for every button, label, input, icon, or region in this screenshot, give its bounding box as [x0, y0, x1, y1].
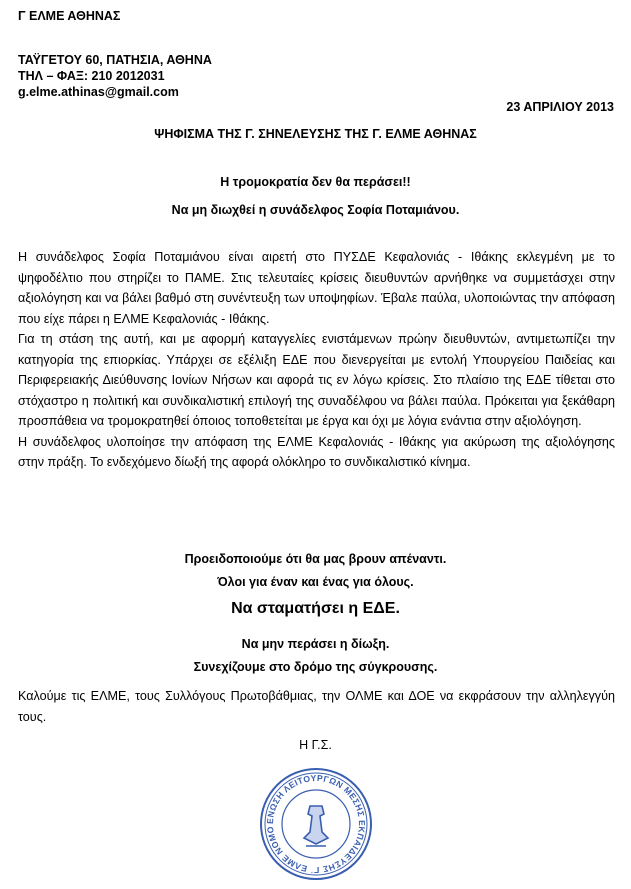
org-name: Γ ΕΛΜΕ ΑΘΗΝΑΣ [18, 9, 121, 23]
center-statements [0, 548, 631, 594]
seal-icon [258, 766, 374, 882]
signature: Η Γ.Σ. [299, 738, 332, 752]
phone-fax: ΤΗΛ – ΦΑΞ: 210 2012031 [18, 69, 165, 83]
slogan-line-1: Η τρομοκρατία δεν θα περάσει!! [220, 175, 411, 189]
slogan-line-2: Να μη διωχθεί η συνάδελφος Σοφία Ποταμιάνου. [171, 203, 460, 217]
closing-paragraph: Καλούμε τις ΕΛΜΕ, τους Συλλόγους Πρωτοβάθμιας, την ΟΛΜΕ και ΔΟΕ να εκφράσουν την αλληλεγγύη τους. [18, 689, 615, 724]
email: g.elme.athinas@gmail.com [18, 85, 179, 99]
motto-line: Όλοι για έναν και ένας για όλους. [217, 575, 414, 589]
paragraph-1: Η συνάδελφος Σοφία Ποταμιάνου είναι αιρετή στο ΠΥΣΔΕ Κεφαλονιάς - Ιθάκης εκλεγμένη με το ψηφοδέλτιο που στηρίζει το ΠΑΜΕ. Στις τελευταίες κρίσεις διευθυντών αρνήθηκε να συμμετάσχει στην αξιολόγηση και να βάλει βαθμό στη συνέντευξη των υποψηφίων. Έβαλε παύλα, υλοποιώντας την απόφαση που είχε πάρει η ΕΛΜΕ Κεφαλονιάς - Ιθάκης. [18, 250, 615, 326]
svg-text:ΕΝΩΣΗ ΛΕΙΤΟΥΡΓΩΝ ΜΕΣΗΣ ΕΚΠΑΙΔΕ: ΕΝΩΣΗ ΛΕΙΤΟΥΡΓΩΝ ΜΕΣΗΣ ΕΚΠΑΙΔΕΥΣΗΣ Γ΄ ΕΛΜΕ ΝΟΜΟ [264, 772, 368, 876]
stop-ede-line: Να σταματήσει η ΕΔΕ. [231, 600, 400, 617]
document-date: 23 ΑΠΡΙΛΙΟΥ 2013 [506, 100, 614, 114]
warning-line: Προειδοποιούμε ότι θα μας βρουν απέναντι. [184, 552, 447, 566]
document-body [18, 247, 615, 473]
document-title: ΨΗΦΙΣΜΑ ΤΗΣ Γ. ΣΗΝΕΛΕΥΣΗΣ ΤΗΣ Γ. ΕΛΜΕ ΑΘΗΝΑΣ [154, 127, 477, 141]
paragraph-3: Η συνάδελφος υλοποίησε την απόφαση της ΕΛΜΕ Κεφαλονιάς - Ιθάκης για ακύρωση της αξιολόγησης στην πράξη. Το ενδεχόμενο δίωξή της αφορά ολόκληρο το συνδικαλιστικό κίνημα. [18, 434, 615, 469]
center-headline [0, 600, 631, 618]
continue-line: Συνεχίζουμε στο δρόμο της σύγκρουσης. [193, 660, 438, 674]
seal-stamp [258, 766, 374, 882]
paragraph-2: Για τη στάση της αυτή, και με αφορμή καταγγελίες ενιστάμενων πρώην διευθυντών, αντιμετωπίζει την κατηγορία της επιορκίας. Υπάρχει σε εξέλιξη ΕΔΕ που διενεργείται με εντολή Υπουργείου Παιδείας και Περιφερειακής Διεύθυνσης Ιονίων Νήσων και αφορά τις εν λόγω κρίσεις. Στο πλαίσιο της ΕΔΕ τίθεται στο στόχαστρο η πολιτική και συνδικαλιστική επιλογή της συναδέλφου να βάλει παύλα. Πρόκειται για ξεκάθαρη προσπάθεια να τρομοκρατηθεί όποιος τοποθετείται με έργα και όχι με λόγια ενάντια στην αξιολόγηση. [18, 332, 615, 428]
address: ΤΑΫΓΕΤΟΥ 60, ΠΑΤΗΣΙΑ, ΑΘΗΝΑ [18, 53, 212, 67]
center-statements-2 [0, 633, 631, 679]
no-persecution-line: Να μην περάσει η δίωξη. [241, 637, 390, 651]
